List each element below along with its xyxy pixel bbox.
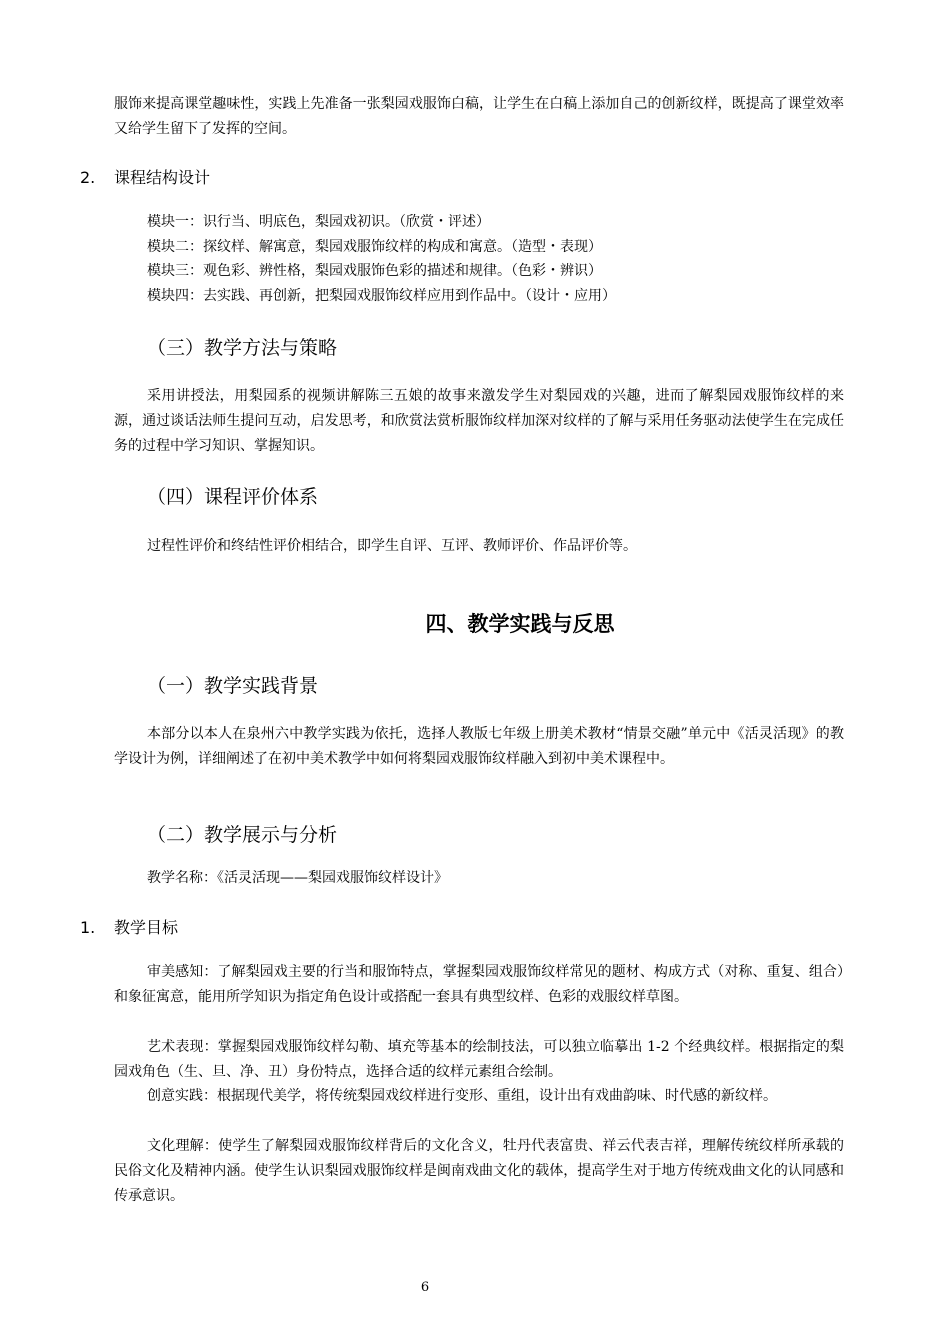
- goal-aesthetic: 审美感知：了解梨园戏主要的行当和服饰特点，掌握梨园戏服饰纹样常见的题材、构成方式（对称、重复、组合）和象征寓意，能用所学知识为指定角色设计或搭配一套具有典型纹样、色彩的戏服纹样草图。: [114, 964, 844, 1005]
- goal-creative: 创意实践：根据现代美学，将传统梨园戏纹样进行变形、重组，设计出有戏曲韵味、时代感的新纹样。: [147, 1088, 777, 1104]
- chapter-title: [0, 608, 950, 640]
- module-item: 模块三：观色彩、辨性格，梨园戏服饰色彩的描述和规律。（色彩・辨识）: [147, 263, 602, 279]
- background-heading: （一）教学实践背景: [147, 675, 319, 697]
- page-number: 6: [420, 1280, 430, 1295]
- course-structure-heading: [80, 166, 210, 190]
- evaluation-heading: （四）课程评价体系: [147, 486, 319, 508]
- goal-cultural: 文化理解：使学生了解梨园戏服饰纹样背后的文化含义，牡丹代表富贵、祥云代表吉祥，理解传统纹样所承载的民俗文化及精神内涵。使学生认识梨园戏服饰纹样是闽南戏曲文化的载体，提高学生对于地方传统戏曲文化的认同感和传承意识。: [114, 1138, 844, 1204]
- module-item: 模块四：去实践、再创新，把梨园戏服饰纹样应用到作品中。（设计・应用）: [147, 288, 616, 304]
- module-item: 模块一：识行当、明底色，梨园戏初识。（欣赏・评述）: [147, 214, 490, 230]
- course-name: 教学名称：《活灵活现——梨园戏服饰纹样设计》: [147, 870, 448, 886]
- methods-heading: （三）教学方法与策略: [147, 337, 338, 359]
- methods-paragraph: 采用讲授法，用梨园系的视频讲解陈三五娘的故事来激发学生对梨园戏的兴趣，进而了解梨园戏服饰纹样的来源，通过谈话法师生提问互动，启发思考，和欣赏法赏析服饰纹样加深对纹样的了解与采用任务驱动法使学生在完成任务的过程中学习知识、掌握知识。: [114, 388, 844, 454]
- intro-paragraph: 服饰来提高课堂趣味性，实践上先准备一张梨园戏服饰白稿，让学生在白稿上添加自己的创新纹样，既提高了课堂效率又给学生留下了发挥的空间。: [114, 96, 844, 137]
- goal-artistic: 艺术表现：掌握梨园戏服饰纹样勾勒、填充等基本的绘制技法，可以独立临摹出 1-2 个经典纹样。根据指定的梨园戏角色（生、旦、净、丑）身份特点，选择合适的纹样元素组合绘制。: [114, 1039, 844, 1080]
- goals-heading: [80, 916, 178, 940]
- heading-title: 教学目标: [114, 918, 179, 937]
- heading-title: 课程结构设计: [114, 168, 211, 187]
- display-heading: （二）教学展示与分析: [147, 824, 338, 846]
- module-item: 模块二：探纹样、解寓意，梨园戏服饰纹样的构成和寓意。（造型・表现）: [147, 239, 602, 255]
- heading-number: 1.: [80, 918, 96, 937]
- chapter-title-text: 四、教学实践与反思: [425, 612, 615, 636]
- evaluation-paragraph: 过程性评价和终结性评价相结合，即学生自评、互评、教师评价、作品评价等。: [147, 538, 637, 554]
- heading-number: 2.: [80, 168, 96, 187]
- background-paragraph: 本部分以本人在泉州六中教学实践为依托，选择人教版七年级上册美术教材“情景交融”单元中《活灵活现》的教学设计为例，详细阐述了在初中美术教学中如何将梨园戏服饰纹样融入到初中美术课程中。: [114, 726, 844, 767]
